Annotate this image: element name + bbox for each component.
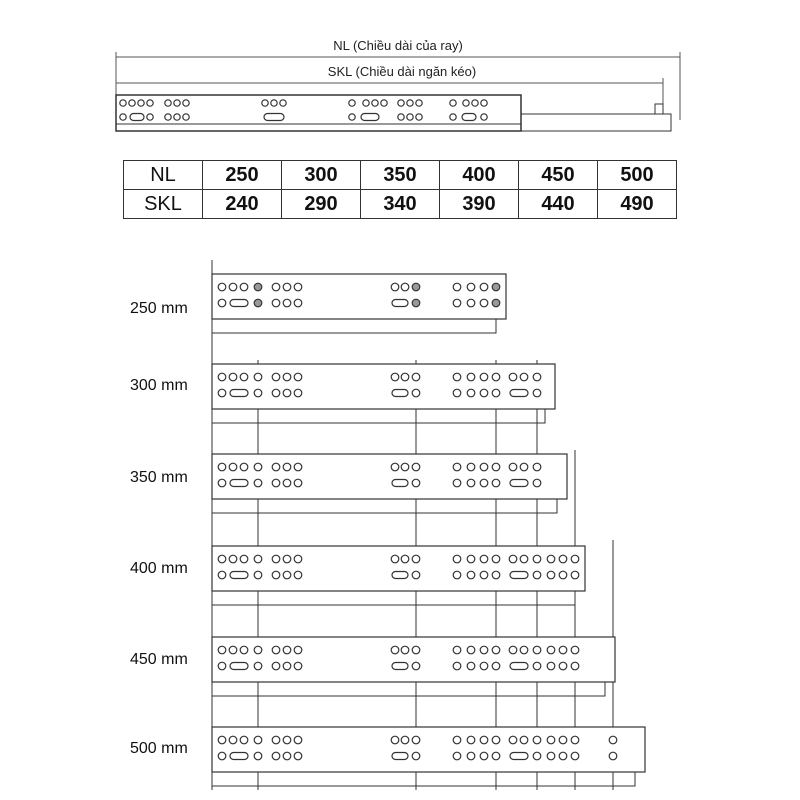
table-cell: 450 [519, 161, 598, 190]
rail-4 [212, 637, 615, 696]
row-header-nl: NL [124, 161, 203, 190]
table-cell: 390 [440, 190, 519, 219]
size-label-500: 500 mm [130, 740, 188, 757]
hole [398, 114, 404, 120]
size-label-300: 300 mm [130, 377, 188, 394]
rail-extension [521, 114, 671, 131]
hole [450, 114, 456, 120]
rail-lower-strip [212, 772, 635, 786]
hole [254, 283, 262, 291]
table-cell: 400 [440, 161, 519, 190]
rail-lower-strip [212, 499, 557, 513]
slot-hole [130, 114, 144, 121]
hole [271, 100, 277, 106]
rail-outline [212, 454, 567, 499]
hole [165, 100, 171, 106]
size-label-250: 250 mm [130, 300, 188, 317]
rail-lower-strip [212, 409, 545, 423]
hole [416, 100, 422, 106]
hole [492, 283, 500, 291]
slot-hole [462, 114, 476, 121]
hole [280, 100, 286, 106]
table-row [124, 190, 677, 219]
hole [381, 100, 387, 106]
hole [407, 100, 413, 106]
hole [412, 299, 420, 307]
size-label-450: 450 mm [130, 651, 188, 668]
rail-outline [212, 546, 585, 591]
hole [138, 100, 144, 106]
hole [120, 114, 126, 120]
hole [349, 100, 355, 106]
rail-comparison-drawing [0, 260, 800, 800]
size-label-350: 350 mm [130, 469, 188, 486]
rail-outline [212, 274, 506, 319]
hole [349, 114, 355, 120]
hole [262, 100, 268, 106]
hole [363, 100, 369, 106]
hole [254, 299, 262, 307]
rail-2 [212, 454, 567, 513]
hole [174, 114, 180, 120]
hole [450, 100, 456, 106]
rail-lower-strip [212, 682, 605, 696]
skl-label: SKL (Chiều dài ngăn kéo) [327, 64, 477, 79]
rails-group [212, 260, 645, 790]
table-cell: 340 [361, 190, 440, 219]
table-cell: 240 [203, 190, 282, 219]
table-cell: 490 [598, 190, 677, 219]
hole [183, 114, 189, 120]
table-cell: 250 [203, 161, 282, 190]
top-rail-drawing [0, 0, 800, 150]
hole [416, 114, 422, 120]
nl-label: NL (Chiều dài của ray) [333, 38, 463, 53]
hole [129, 100, 135, 106]
hole [492, 299, 500, 307]
table-cell: 300 [282, 161, 361, 190]
table-cell: 350 [361, 161, 440, 190]
table-cell: 440 [519, 190, 598, 219]
hole [147, 114, 153, 120]
rail-outline [212, 364, 555, 409]
row-header-skl: SKL [124, 190, 203, 219]
rail-1 [212, 364, 555, 423]
rail-0 [212, 274, 506, 333]
table-cell: 290 [282, 190, 361, 219]
hole [120, 100, 126, 106]
rail-3 [212, 546, 585, 605]
rail-outline [212, 637, 615, 682]
rail-holes [120, 100, 487, 121]
hole [183, 100, 189, 106]
hole [481, 114, 487, 120]
table-row [124, 161, 677, 190]
hole [398, 100, 404, 106]
hole [407, 114, 413, 120]
size-label-400: 400 mm [130, 560, 188, 577]
hole [147, 100, 153, 106]
hole [472, 100, 478, 106]
hole [372, 100, 378, 106]
rail-lower-strip [212, 319, 496, 333]
spec-table [123, 160, 677, 219]
hole [174, 100, 180, 106]
slot-hole [361, 114, 379, 121]
slot-hole [264, 114, 284, 121]
rail-5 [212, 727, 645, 786]
hole [481, 100, 487, 106]
hole [412, 283, 420, 291]
table-cell: 500 [598, 161, 677, 190]
rail-lower-strip [212, 591, 575, 605]
hole [165, 114, 171, 120]
rail-outline [212, 727, 645, 772]
hole [463, 100, 469, 106]
